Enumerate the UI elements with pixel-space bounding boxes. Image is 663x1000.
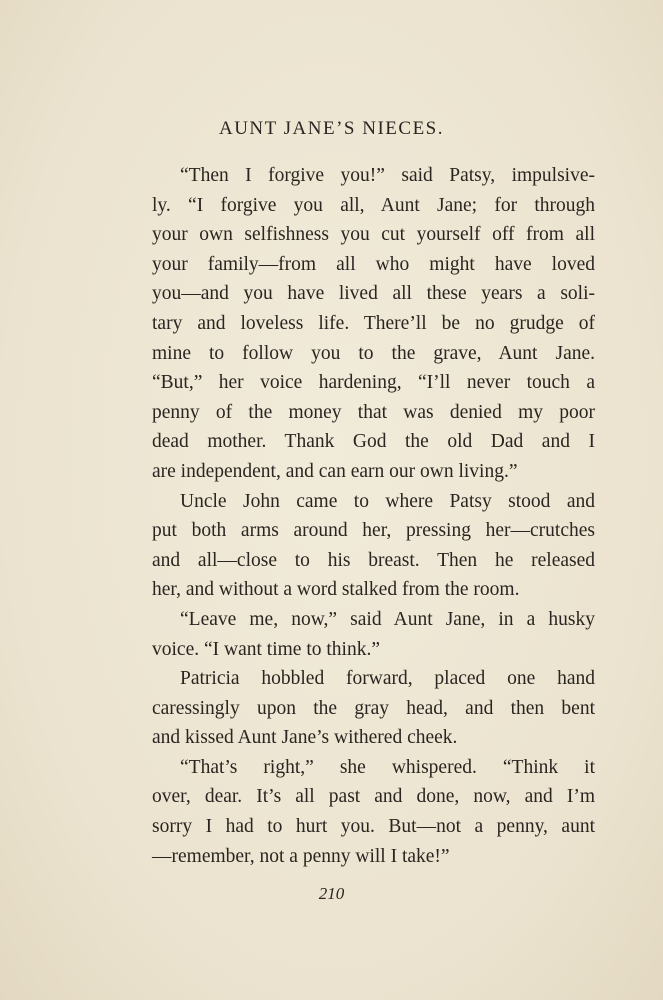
text-line: —remember, not a penny will I take!” — [152, 845, 450, 867]
text-line: dead mother. Thank God the old Dad and I — [152, 431, 595, 453]
text-line: penny of the money that was denied my poor — [152, 401, 595, 423]
text-line: “But,” her voice hardening, “I’ll never touch a — [152, 372, 595, 394]
text-line: Uncle John came to where Patsy stood and — [180, 490, 595, 512]
text-line: and all—close to his breast. Then he released — [152, 549, 595, 571]
text-line: mine to follow you to the grave, Aunt Jane. — [152, 342, 595, 364]
running-head: AUNT JANE’S NIECES. — [218, 118, 444, 139]
text-line: and kissed Aunt Jane’s withered cheek. — [152, 727, 458, 749]
text-line: your family—from all who might have loved — [152, 253, 595, 275]
text-line: you—and you have lived all these years a soli- — [152, 283, 595, 305]
text-line: your own selfishness you cut yourself off from all — [152, 224, 595, 246]
text-line: voice. “I want time to think.” — [152, 638, 380, 660]
text-line: sorry I had to hurt you. But—not a penny, aunt — [152, 816, 595, 838]
text-line: Patricia hobbled forward, placed one hand — [180, 668, 595, 690]
body-text — [152, 161, 595, 871]
text-line: are independent, and can earn our own living.” — [152, 460, 518, 482]
text-line: “Then I forgive you!” said Patsy, impulsive- — [180, 165, 595, 186]
text-line: ly. “I forgive you all, Aunt Jane; for through — [152, 194, 595, 216]
text-line: “That’s right,” she whispered. “Think it — [180, 756, 595, 778]
text-line: over, dear. It’s all past and done, now, and I’m — [152, 786, 595, 808]
text-line: “Leave me, now,” said Aunt Jane, in a husky — [180, 608, 595, 630]
text-line: put both arms around her, pressing her—crutches — [152, 520, 595, 542]
text-line: caressingly upon the gray head, and then bent — [152, 697, 595, 719]
text-line: tary and loveless life. There’ll be no grudge of — [152, 312, 595, 334]
page-number: 210 — [318, 884, 345, 903]
text-line: her, and without a word stalked from the room. — [152, 579, 520, 601]
